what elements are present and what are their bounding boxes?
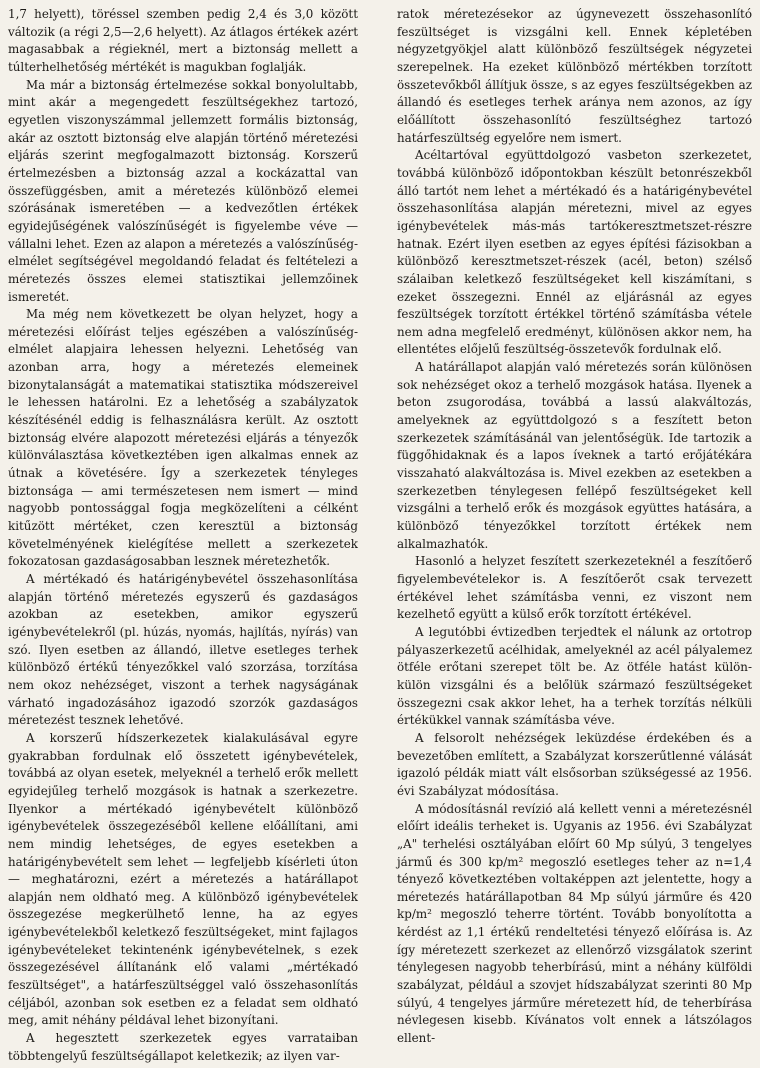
right-column (397, 6, 752, 1048)
paragraph: Hasonló a helyzet feszített szerkezeteknél a feszítőerő figyelembevételekor is. A feszítőerőt csak tervezett értékével lehet számításba venni, ez viszont nem kezelhető együtt a külső erők torzított értékével. (397, 554, 752, 622)
paragraph: A módosításnál revízió alá kellett venni a méretezésnél előírt ideális terheket is. Ugyanis az 1956. évi Szabályzat „A" terhelési osztályában előírt 60 Mp súlyú, 3 tengelyes jármű és 300 kp/m² megoszló esetleges teher az n=1,4 tényező következtében voltaképpen azt jelentette, hogy a méretezés határállapotban 84 Mp súlyú járműre és 420 kp/m² megoszló teherre történt. Tovább bonyolította a kérdést az 1,1 értékű rendeltetési tényező előírása is. Az így méretezett szerkezet az ellenőrző vizsgálatok szerint ténylegesen nagyobb teherbírású, mint a néhány külföldi szabályzat, például a szovjet hídszabályzat szerinti 80 Mp súlyú, 4 tengelyes járműre méretezett híd, de teherbírása névlegesen kisebb. Kívánatos volt ennek a látszólagos ellent- (397, 801, 752, 1046)
paragraph: 1,7 helyett), töréssel szemben pedig 2,4 és 3,0 között változik (a régi 2,5—2,6 helyett). Az átlagos értékek azért magasabbak a régieknél, mert a biztonság mellett a túlterhelhetőség mértékét is magukban foglalják. (8, 7, 358, 74)
paragraph: A legutóbbi évtizedben terjedtek el nálunk az ortotrop pályaszerkezetű acélhidak, amelyeknél az acél pályalemez ötféle erőtani szerepet tölt be. Az ötféle hatást külön-külön vizsgálni és a belőlük származó feszültségeket összegezni csak akkor lehet, ha a terhek torzítás nélküli értékükkel vannak számításba véve. (397, 624, 752, 728)
paragraph: A korszerű hídszerkezetek kialakulásával egyre gyakrabban fordulnak elő összetett igénybevételek, továbbá az olyan esetek, melyeknél a terhelő erők mellett egyidejűleg terhelő mozgások is hatnak a szerkezetre. Ilyenkor a mértékadó igénybevételt különböző igénybevételek összegezéséből kellene előállítani, ami nem mindig lehetséges, de egyes esetekben a határigénybevételt sem lehet — legfeljebb kísérleti úton — meghatározni, ezért a méretezés a határállapot alapján nem oldható meg. A különböző igénybevételek összegezése megkerülhető lenne, ha az egyes igénybevételekből keletkező feszültségeket, mint fajlagos igénybevételeket tekintenénk igénybevételnek, s ezek összegezésével állítanánk elő valami „mértékadó feszültséget", a határfeszültséggel való összehasonlítás céljából, azonban sok esetben ez a feladat sem oldható meg, amit néhány példával lehet bizonyítani. (8, 730, 358, 1028)
paragraph: Ma még nem következett be olyan helyzet, hogy a méretezési előírást teljes egészében a valószínűség-elmélet alapjaira lehessen helyezni. Lehetőség van azonban arra, hogy a méretezés elemeinek bizonytalanságát a matematikai statisztika módszereivel le lehessen határolni. Ez a lehetőség a szabályzatok készítésénél eddig is felhasználásra került. Az osztott biztonság elvére alapozott méretezési eljárás a tényezők különválasztása következtében igen alkalmas ennek az útnak a követésére. Így a szerkezetek tényleges biztonsága — ami természetesen nem ismert — mind nagyobb pontossággal fogja megközelíteni a célként kitűzött mértéket, czen keresztül a biztonság követelményének kielégítése mellett a szerkezetek fokozatosan gazdaságosabban lesznek méretezhetők. (8, 307, 358, 569)
paragraph: A felsorolt nehézségek leküzdése érdekében és a bevezetőben említett, a Szabályzat korszerűtlenné válását igazoló példák miatt vált elsősorban szükségessé az 1956. évi Szabályzat módosítása. (397, 730, 752, 798)
paragraph: A hegesztett szerkezetek egyes varrataiban többtengelyű feszültségállapot keletkezik; az ilyen var- (8, 1031, 358, 1063)
paragraph: Ma már a biztonság értelmezése sokkal bonyolultabb, mint akár a megengedett feszültségekhez tartozó, egyetlen viszonyszámmal jellemzett formális biztonság, akár az osztott biztonság elve alapján történő méretezési eljárás szerint megfogalmazott biztonság. Korszerű értelmezésben a biztonság azzal a kockázattal van összefüggésben, amit a méretezés különböző elemei szórásának ismeretében — a kedvezőtlen értékek egyidejűségének valószínűségét is figyelembe véve — vállalni lehet. Ezen az alapon a méretezés a valószínűség-elmélet segítségével megoldandó feladat és feltételezi a méretezés összes elemei statisztikai jellemzőinek ismeretét. (8, 77, 358, 304)
paragraph: A mértékadó és határigénybevétel összehasonlítása alapján történő méretezés egyszerű és gazdaságos azokban az esetekben, amikor egyszerű igénybevételekről (pl. húzás, nyomás, hajlítás, nyírás) van szó. Ilyen esetben az állandó, illetve esetleges terhek különböző értékű tényezőkkel való szorzása, torzítása nem okoz nehézséget, viszont a terhek nagyságának várható ingadozásához igazodó szorzók gazdaságos méretezést tesznek lehetővé. (8, 572, 358, 728)
paragraph: ratok méretezésekor az úgynevezett összehasonlító feszültséget is vizsgálni kell. Ennek képletében négyzetgyökjel alatt különböző feszültségek négyzetei szerepelnek. Ha ezeket különböző mértékben torzított összetevőkből állítjuk össze, s az egyes feszültségekben az állandó és esetleges terhek aránya nem azonos, az így előállított összehasonlító feszültséghez tartozó határfeszültség egyelőre nem ismert. (397, 7, 752, 145)
paragraph: A határállapot alapján való méretezés során különösen sok nehézséget okoz a terhelő mozgások hatása. Ilyenek a beton zsugorodása, továbbá a lassú alakváltozás, amelyeknek az együttdolgozó s a feszített beton szerkezetek számításánál van jelentőségük. Ide tartozik a függőhidaknak és a lapos íveknek a tartó erőjátékára visszaható alakváltozása is. Mivel ezekben az esetekben a szerkezetben ténylegesen fellépő feszültségeket kell vizsgálni a terhelő erők és mozgások együttes hatására, a különböző tényezőkkel torzított értékek nem alkalmazhatók. (397, 360, 752, 551)
paragraph: Acéltartóval együttdolgozó vasbeton szerkezetet, továbbá különböző időpontokban készült betonrészekből álló tartót nem lehet a mértékadó és a határigénybevétel összehasonlítása alapján méretezni, mivel az egyes igénybevételek más-más tartókeresztmetszet-részre hatnak. Ezért ilyen esetben az egyes építési fázisokban a különböző keresztmetszet-részek (acél, beton) szélső szálaiban keletkező feszültségeket kell kiszámítani, s ezeket összegezni. Ennél az eljárásnál az egyes feszültségek torzított értékkel történő számításba vétele nem adna megfelelő eredményt, különösen akkor nem, ha ellentétes előjelű feszültség-összetevők fordulnak elő. (397, 148, 752, 357)
left-column (8, 6, 358, 1065)
